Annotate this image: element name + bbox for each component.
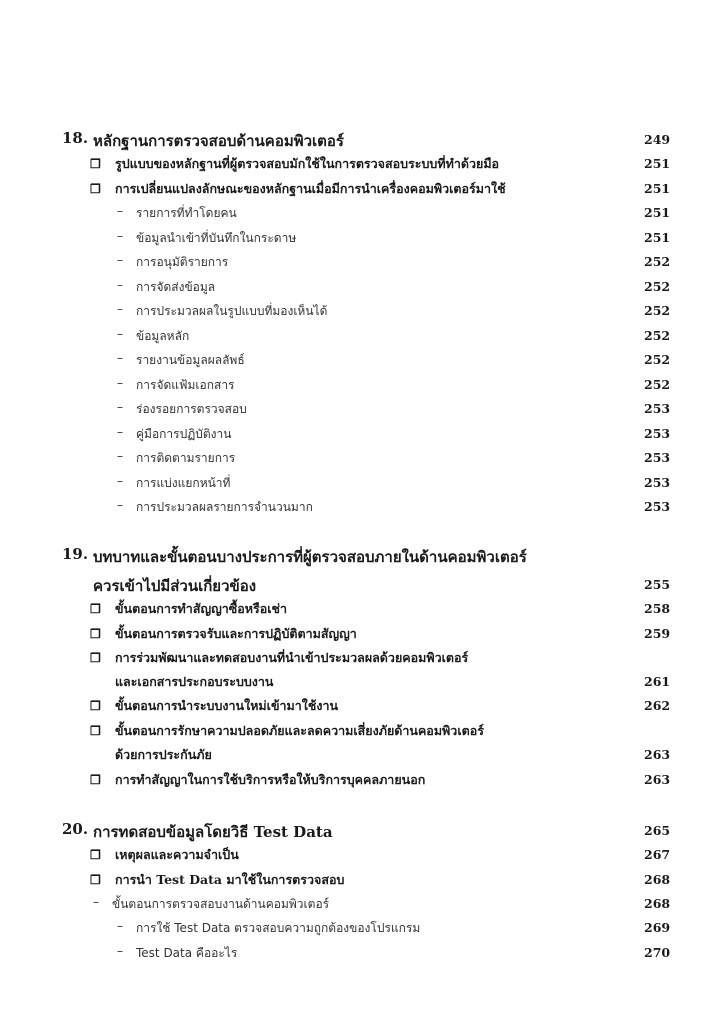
page-number: 252 [644,303,671,318]
item-title: การร่วมพัฒนาและทดสอบงานที่นำเข้าประมวลผลด้วยคอมพิวเตอร์ [115,650,469,665]
toc-item[interactable] [0,868,724,890]
subitem-title: การประมวลผลรายการจำนวนมาก [136,500,313,514]
item-title-line2: และเอกสารประกอบระบบงาน [115,674,274,689]
page-number: 263 [644,747,671,762]
checkbox-bullet-icon: ❒ [90,773,101,787]
page-number: 253 [644,475,671,490]
page-number: 251 [644,205,671,220]
dash-bullet: – [117,944,123,958]
page-number: 249 [644,132,671,147]
page-number: 270 [644,945,671,960]
item-title: ขั้นตอนการนำระบบงานใหม่เข้ามาใช้งาน [115,698,339,713]
page-number: 252 [644,328,671,343]
toc-subitem[interactable] [0,250,724,272]
subitem-title: ข้อมูลหลัก [136,329,190,343]
checkbox-bullet-icon: ❒ [90,873,101,887]
toc-item[interactable] [0,622,724,644]
subitem-title: การประมวลผลในรูปแบบที่มองเห็นได้ [136,304,328,318]
item-title: เหตุผลและความจำเป็น [115,847,239,862]
dash-bullet: – [117,302,123,316]
page-number: 263 [644,772,671,787]
dash-bullet: – [117,204,123,218]
section-number: 18. [62,129,89,147]
toc-item[interactable] [0,152,724,174]
item-title: ขั้นตอนการทำสัญญาซื้อหรือเช่า [115,601,287,616]
toc-item[interactable] [0,843,724,865]
toc-subitem[interactable] [0,422,724,444]
toc-item[interactable] [0,646,724,668]
toc-item-cont[interactable] [0,670,724,692]
checkbox-bullet-icon: ❒ [90,699,101,713]
item-title: ขั้นตอนการตรวจรับและการปฏิบัติตามสัญญา [115,626,357,641]
dash-bullet: – [117,376,123,390]
section-number: 19. [62,545,89,563]
toc-subitem[interactable] [0,397,724,419]
checkbox-bullet-icon: ❒ [90,182,101,196]
dash-bullet: – [117,425,123,439]
toc-section-20[interactable] [0,818,724,840]
dash-bullet: – [117,351,123,365]
toc-section-19-cont[interactable] [0,572,724,594]
toc-subitem[interactable] [0,373,724,395]
subitem-title: ข้อมูลนำเข้าที่บันทึกในกระดาษ [136,231,297,245]
checkbox-bullet-icon: ❒ [90,724,101,738]
page-number: 251 [644,230,671,245]
dash-bullet: – [117,278,123,292]
toc-item[interactable] [0,177,724,199]
page-number: 269 [644,920,671,935]
toc-item[interactable] [0,768,724,790]
dash-bullet: – [117,498,123,512]
section-number: 20. [62,820,89,838]
section-title-line1: บทบาทและขั้นตอนบางประการที่ผู้ตรวจสอบภายในด้านคอมพิวเตอร์ [93,548,527,566]
toc-section-18[interactable] [0,127,724,149]
item-title: การนำ Test Data มาใช้ในการตรวจสอบ [115,872,345,887]
toc-subitem[interactable] [0,916,724,938]
dash-bullet: – [117,229,123,243]
subitem-title: การใช้ Test Data ตรวจสอบความถูกต้องของโปรแกรม [136,921,421,935]
checkbox-bullet-icon: ❒ [90,157,101,171]
checkbox-bullet-icon: ❒ [90,848,101,862]
toc-item[interactable] [0,597,724,619]
page-number: 251 [644,181,671,196]
dash-bullet: – [117,449,123,463]
section-title: หลักฐานการตรวจสอบด้านคอมพิวเตอร์ [93,132,344,150]
page-number: 262 [644,698,671,713]
checkbox-bullet-icon: ❒ [90,651,101,665]
dash-bullet: – [117,919,123,933]
toc-subitem[interactable] [0,471,724,493]
toc-subitem[interactable] [0,275,724,297]
page-number: 252 [644,352,671,367]
page-number: 252 [644,377,671,392]
item-title: การทำสัญญาในการใช้บริการหรือให้บริการบุคคลภายนอก [115,772,426,787]
page-number: 252 [644,254,671,269]
subitem-title: รายการที่ทำโดยคน [136,206,237,220]
toc-section-19[interactable] [0,543,724,565]
page-number: 251 [644,156,671,171]
checkbox-bullet-icon: ❒ [90,602,101,616]
subitem-title: Test Data คืออะไร [136,946,238,960]
page-number: 268 [644,896,671,911]
item-title: การเปลี่ยนแปลงลักษณะของหลักฐานเมื่อมีการนำเครื่องคอมพิวเตอร์มาใช้ [115,181,506,196]
item-title: รูปแบบของหลักฐานที่ผู้ตรวจสอบมักใช้ในการตรวจสอบระบบที่ทำด้วยมือ [115,156,500,171]
toc-item-cont[interactable] [0,743,724,765]
toc-subitem[interactable] [0,201,724,223]
subitem-title: การแบ่งแยกหน้าที่ [136,476,231,490]
section-title: การทดสอบข้อมูลโดยวิธี Test Data [93,823,333,841]
toc-item[interactable] [0,719,724,741]
subitem-title: ร่องรอยการตรวจสอบ [136,402,247,416]
page-number: 253 [644,401,671,416]
page-number: 258 [644,601,671,616]
dash-bullet: – [117,474,123,488]
item-title: ขั้นตอนการรักษาความปลอดภัยและลดความเสี่ยงภัยด้านคอมพิวเตอร์ [115,723,484,738]
item-title-line2: ด้วยการประกันภัย [115,747,212,762]
toc-subitem[interactable] [0,446,724,468]
subitem-title: การจัดแฟ้มเอกสาร [136,378,235,392]
toc-subitem[interactable] [0,299,724,321]
page-number: 268 [644,872,671,887]
toc-subitem[interactable] [0,226,724,248]
subitem-title: การอนุมัติรายการ [136,255,229,269]
page-number: 255 [644,577,671,592]
subitem-title: รายงานข้อมูลผลลัพธ์ [136,353,245,367]
page-number: 253 [644,499,671,514]
toc-item[interactable] [0,694,724,716]
page-number: 267 [644,847,671,862]
page-number: 261 [644,674,671,689]
dash-bullet: – [117,327,123,341]
section-title-line2: ควรเข้าไปมีส่วนเกี่ยวข้อง [93,577,257,595]
page-number: 253 [644,426,671,441]
subitem-title: ขั้นตอนการตรวจสอบงานด้านคอมพิวเตอร์ [112,897,330,911]
page-number: 259 [644,626,671,641]
subitem-title: การติดตามรายการ [136,451,236,465]
subitem-title: คู่มือการปฏิบัติงาน [136,427,232,441]
toc-subitem[interactable] [0,495,724,517]
toc-subitem[interactable] [0,892,724,914]
toc-subitem[interactable] [0,324,724,346]
page-number: 253 [644,450,671,465]
toc-subitem[interactable] [0,348,724,370]
subitem-title: การจัดส่งข้อมูล [136,280,216,294]
page-number: 265 [644,823,671,838]
dash-bullet: – [117,253,123,267]
checkbox-bullet-icon: ❒ [90,627,101,641]
toc-subitem[interactable] [0,941,724,963]
dash-bullet: – [93,895,99,909]
dash-bullet: – [117,400,123,414]
page-number: 252 [644,279,671,294]
